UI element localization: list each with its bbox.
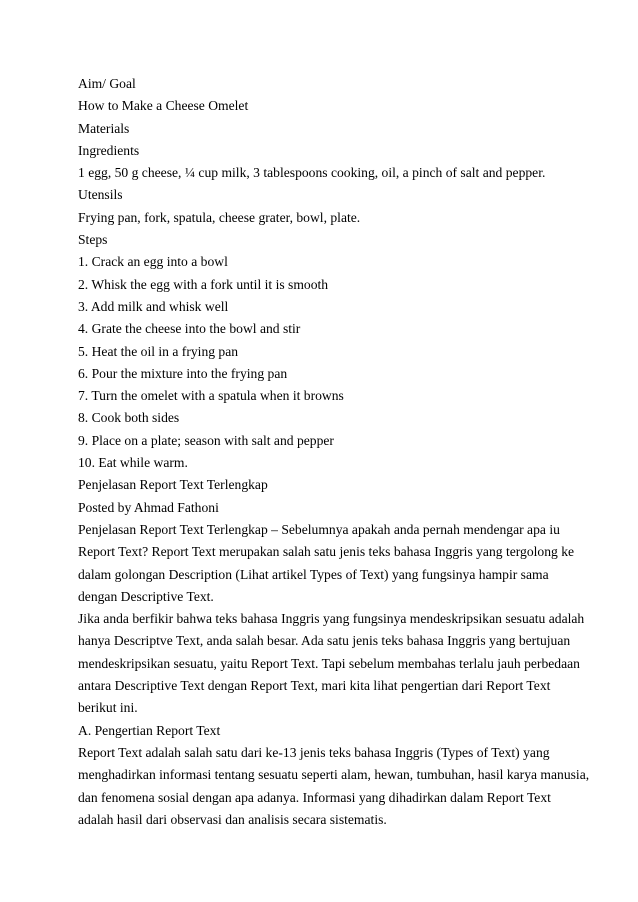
step-item: 10. Eat while warm. xyxy=(78,455,188,471)
section-heading-ingredients: Ingredients xyxy=(78,142,140,158)
section-heading-steps: Steps xyxy=(78,232,108,248)
step-item: 6. Pour the mixture into the frying pan xyxy=(78,365,288,381)
step-item: 8. Cook both sides xyxy=(78,410,180,426)
paragraph-line: menghadirkan informasi tentang sesuatu seperti alam, hewan, tumbuhan, hasil karya manusia, xyxy=(78,767,590,783)
step-item: 3. Add milk and whisk well xyxy=(78,298,229,314)
paragraph-line: dengan Descriptive Text. xyxy=(78,588,214,604)
step-item: 2. Whisk the egg with a fork until it is smooth xyxy=(78,276,329,292)
paragraph-line: Penjelasan Report Text Terlengkap – Sebelumnya apakah anda pernah mendengar apa iu xyxy=(78,521,560,537)
paragraph-line: mendeskripsikan sesuatu, yaitu Report Text. Tapi sebelum membahas terlalu jauh perbedaan xyxy=(78,655,580,671)
paragraph-line: Report Text adalah salah satu dari ke-13 jenis teks bahasa Inggris (Types of Text) yang xyxy=(78,744,550,760)
step-item: 7. Turn the omelet with a spatula when it browns xyxy=(78,388,344,404)
section-heading-utensils: Utensils xyxy=(78,187,123,203)
section-heading-aim: Aim/ Goal xyxy=(78,76,136,91)
paragraph-line: antara Descriptive Text dengan Report Text, mari kita lihat pengertian dari Report Text xyxy=(78,678,551,694)
paragraph-line: Jika anda berfikir bahwa teks bahasa Inggris yang fungsinya mendeskripsikan sesuatu adalah xyxy=(78,611,585,627)
section-heading-pengertian: A. Pengertian Report Text xyxy=(78,722,221,738)
step-item: 1. Crack an egg into a bowl xyxy=(78,254,228,270)
article-byline: Posted by Ahmad Fathoni xyxy=(78,499,219,515)
utensils-list: Frying pan, fork, spatula, cheese grater, bowl, plate. xyxy=(78,209,361,225)
section-heading-materials: Materials xyxy=(78,120,130,136)
paragraph-line: dalam golongan Description (Lihat artikel Types of Text) yang fungsinya hampir sama xyxy=(78,566,549,582)
ingredients-list: 1 egg, 50 g cheese, ¼ cup milk, 3 tablespoons cooking, oil, a pinch of salt and pepper. xyxy=(78,165,546,181)
document-body xyxy=(78,73,590,831)
paragraph-line: adalah hasil dari observasi dan analisis secara sistematis. xyxy=(78,811,387,827)
paragraph-line: Report Text? Report Text merupakan salah satu jenis teks bahasa Inggris yang tergolong ke xyxy=(78,544,575,560)
step-item: 4. Grate the cheese into the bowl and stir xyxy=(78,321,301,337)
paragraph-line: dan fenomena sosial dengan apa adanya. Informasi yang dihadirkan dalam Report Text xyxy=(78,789,551,805)
paragraph-line: hanya Descriptve Text, anda salah besar. Ada satu jenis teks bahasa Inggris yang bertujuan xyxy=(78,633,571,649)
step-item: 9. Place on a plate; season with salt and pepper xyxy=(78,432,334,448)
article-title: Penjelasan Report Text Terlengkap xyxy=(78,477,268,493)
step-item: 5. Heat the oil in a frying pan xyxy=(78,343,239,359)
recipe-title: How to Make a Cheese Omelet xyxy=(78,98,249,114)
paragraph-line: berikut ini. xyxy=(78,700,138,716)
